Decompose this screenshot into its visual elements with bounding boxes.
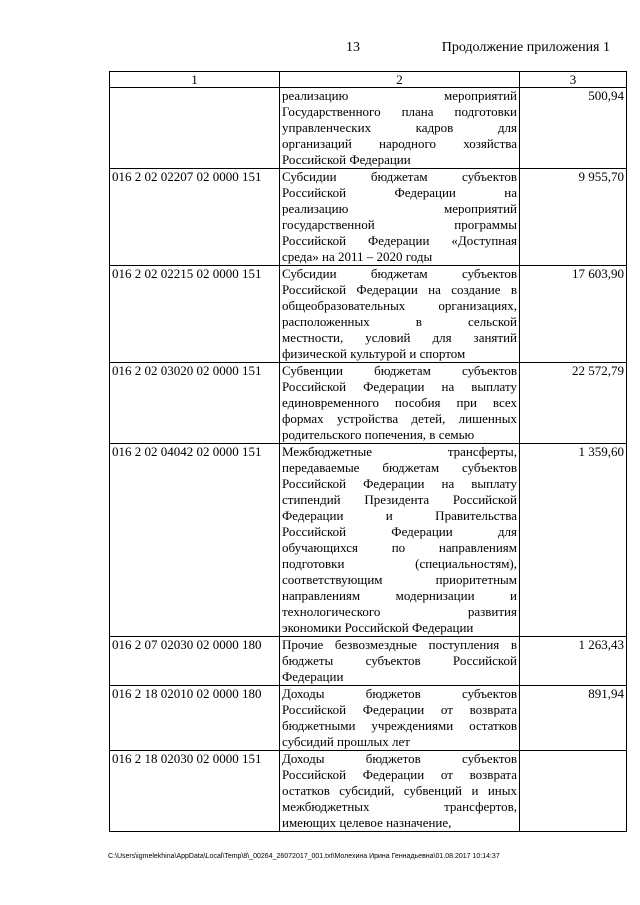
page-number: 13 (346, 40, 360, 55)
description-cell (280, 88, 520, 169)
description-line: Государственного плана подготовки (282, 104, 517, 119)
description-line: межбюджетных трансфертов, (282, 799, 517, 814)
budget-code-cell: 016 2 02 02207 02 0000 151 (110, 169, 280, 266)
description-line: Доходы бюджетов субъектов (282, 751, 517, 766)
amount-cell: 891,94 (520, 686, 627, 751)
description-line: технологического развития (282, 604, 517, 619)
description-line: подготовки (специальностям), (282, 556, 517, 571)
description-line: единовременного пособия при всех (282, 395, 517, 410)
description-line: Федерации (282, 669, 344, 684)
description-line: остатков субсидий, субвенций и иных (282, 783, 517, 798)
budget-code-cell (110, 88, 280, 169)
description-cell (280, 637, 520, 686)
description-line: управленческих кадров для (282, 120, 517, 135)
budget-table (109, 71, 627, 832)
description-line: Доходы бюджетов субъектов (282, 686, 517, 701)
description-line: Прочие безвозмездные поступления в (282, 637, 517, 652)
description-cell (280, 266, 520, 363)
amount-cell: 1 263,43 (520, 637, 627, 686)
table-row (110, 169, 627, 266)
description-line: организаций народного хозяйства (282, 136, 517, 151)
description-cell (280, 444, 520, 637)
description-line: Российской Федерации от возврата (282, 767, 517, 782)
description-line: Российской Федерации на (282, 185, 517, 200)
description-line: Российской Федерации от возврата (282, 702, 517, 717)
column-header-3: 3 (520, 72, 627, 88)
description-line: Межбюджетные трансферты, (282, 444, 517, 459)
description-line: реализацию мероприятий (282, 201, 517, 216)
description-line: стипендий Президента Российской (282, 492, 517, 507)
description-line: бюджеты субъектов Российской (282, 653, 517, 668)
table-row (110, 444, 627, 637)
description-cell (280, 169, 520, 266)
amount-cell (520, 751, 627, 832)
appendix-note: Продолжение приложения 1 (441, 40, 610, 55)
budget-code-cell: 016 2 18 02030 02 0000 151 (110, 751, 280, 832)
description-line: реализацию мероприятий (282, 88, 517, 103)
amount-cell: 9 955,70 (520, 169, 627, 266)
description-line: Федерации и Правительства (282, 508, 517, 523)
table-row (110, 266, 627, 363)
description-line: имеющих целевое назначение, (282, 815, 452, 830)
description-line: Российской Федерации на выплату (282, 476, 517, 491)
description-line: Субсидии бюджетам субъектов (282, 169, 517, 184)
description-line: расположенных в сельской (282, 314, 517, 329)
description-line: местности, условий для занятий (282, 330, 517, 345)
description-line: Российской Федерации на выплату (282, 379, 517, 394)
description-line: бюджетными учреждениями остатков (282, 718, 517, 733)
description-line: физической культурой и спортом (282, 346, 466, 361)
amount-cell: 1 359,60 (520, 444, 627, 637)
table-header (110, 72, 627, 88)
amount-cell: 17 603,90 (520, 266, 627, 363)
description-line: Российской Федерации «Доступная (282, 233, 517, 248)
description-cell (280, 686, 520, 751)
description-line: субсидий прошлых лет (282, 734, 410, 749)
column-header-1: 1 (110, 72, 280, 88)
description-line: общеобразовательных организациях, (282, 298, 517, 313)
budget-code-cell: 016 2 07 02030 02 0000 180 (110, 637, 280, 686)
description-cell (280, 751, 520, 832)
budget-code-cell: 016 2 02 02215 02 0000 151 (110, 266, 280, 363)
description-line: направлениям модернизации и (282, 588, 517, 603)
table-row (110, 637, 627, 686)
description-line: родительского попечения, в семью (282, 427, 475, 442)
amount-cell: 22 572,79 (520, 363, 627, 444)
budget-code-cell: 016 2 02 04042 02 0000 151 (110, 444, 280, 637)
table-row (110, 88, 627, 169)
description-line: Субвенции бюджетам субъектов (282, 363, 517, 378)
description-cell (280, 363, 520, 444)
description-line: передаваемые бюджетам субъектов (282, 460, 517, 475)
description-line: соответствующим приоритетным (282, 572, 517, 587)
description-line: Российской Федерации (282, 152, 411, 167)
description-line: Российской Федерации для (282, 524, 517, 539)
table-body (110, 88, 627, 832)
amount-cell: 500,94 (520, 88, 627, 169)
budget-code-cell: 016 2 18 02010 02 0000 180 (110, 686, 280, 751)
table-row (110, 363, 627, 444)
table-row (110, 751, 627, 832)
description-line: обучающихся по направлениям (282, 540, 517, 555)
description-line: Российской Федерации на создание в (282, 282, 517, 297)
file-path-footer: C:\Users\igmelekhina\AppData\Local\Temp\8\_00264_26072017_001.txt\Молехина Ирина Геннадьевна\01.08.2017 10:14:37 (108, 853, 500, 860)
column-header-2: 2 (280, 72, 520, 88)
description-line: формах устройства детей, лишенных (282, 411, 517, 426)
budget-code-cell: 016 2 02 03020 02 0000 151 (110, 363, 280, 444)
description-line: экономики Российской Федерации (282, 620, 474, 635)
description-line: Субсидии бюджетам субъектов (282, 266, 517, 281)
table-row (110, 686, 627, 751)
description-line: государственной программы (282, 217, 517, 232)
description-line: среда» на 2011 – 2020 годы (282, 249, 433, 264)
